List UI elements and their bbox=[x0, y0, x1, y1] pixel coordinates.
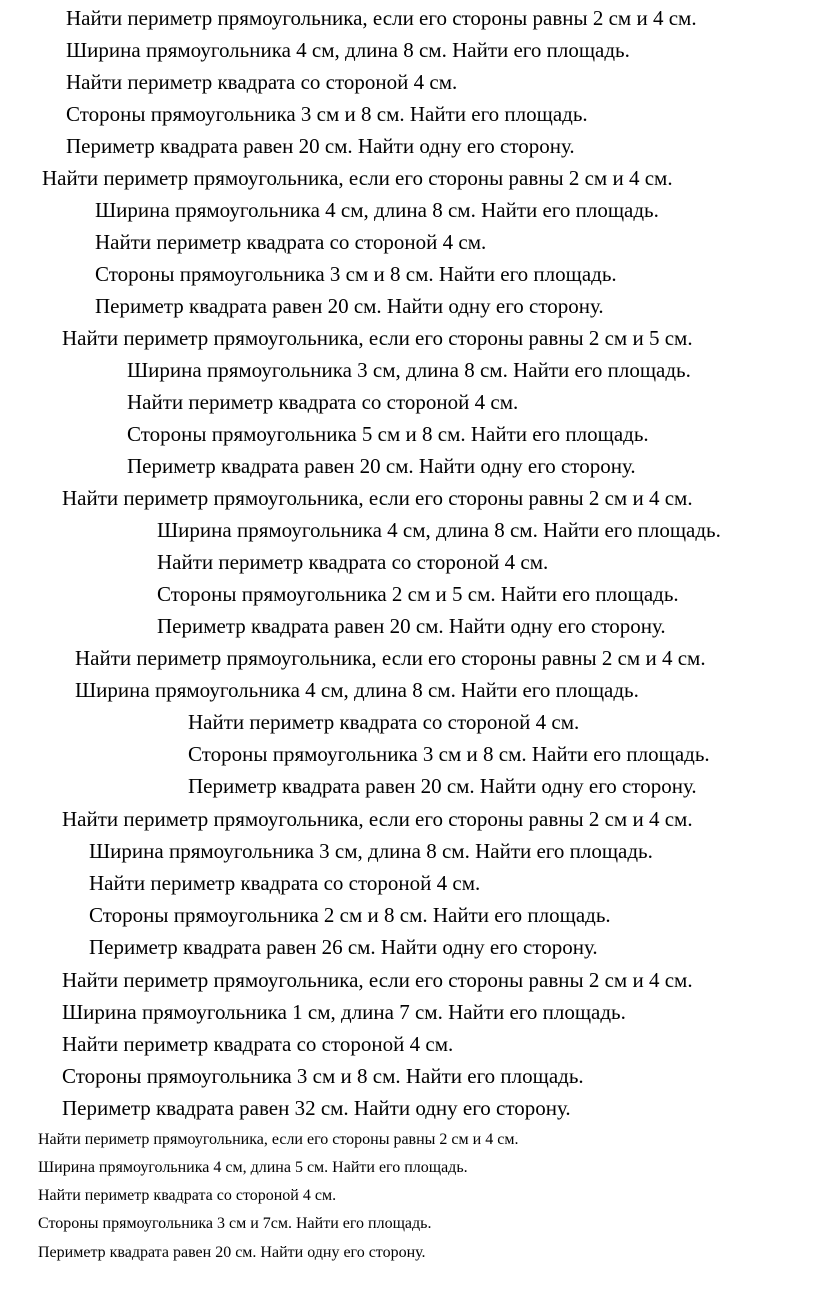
task-text: Стороны прямоугольника 3 см и 8 см. Найти его площадь. bbox=[95, 262, 617, 286]
task-text: Ширина прямоугольника 4 см, длина 8 см. Найти его площадь. bbox=[75, 678, 639, 702]
task-text: Найти периметр квадрата со стороной 4 см. bbox=[157, 550, 549, 574]
task-text: Стороны прямоугольника 5 см и 8 см. Найти его площадь. bbox=[127, 422, 649, 446]
task-text: Найти периметр прямоугольника, если его стороны равны 2 см и 4 см. bbox=[38, 1131, 519, 1148]
task-text: Периметр квадрата равен 20 см. Найти одну его сторону. bbox=[188, 774, 697, 798]
task-text: Периметр квадрата равен 32 см. Найти одну его сторону. bbox=[62, 1096, 571, 1120]
task-text: Периметр квадрата равен 20 см. Найти одну его сторону. bbox=[95, 294, 604, 318]
task-text: Ширина прямоугольника 4 см, длина 8 см. Найти его площадь. bbox=[66, 38, 630, 62]
task-text: Периметр квадрата равен 20 см. Найти одну его сторону. bbox=[157, 614, 666, 638]
task-text: Периметр квадрата равен 20 см. Найти одну его сторону. bbox=[38, 1244, 426, 1261]
task-text: Найти периметр прямоугольника, если его стороны равны 2 см и 5 см. bbox=[62, 326, 693, 350]
task-text: Ширина прямоугольника 1 см, длина 7 см. Найти его площадь. bbox=[62, 1000, 626, 1024]
task-text: Найти периметр квадрата со стороной 4 см. bbox=[89, 871, 481, 895]
task-text: Ширина прямоугольника 3 см, длина 8 см. Найти его площадь. bbox=[127, 358, 691, 382]
task-text: Стороны прямоугольника 3 см и 7см. Найти его площадь. bbox=[38, 1215, 432, 1232]
task-text: Ширина прямоугольника 3 см, длина 8 см. Найти его площадь. bbox=[89, 839, 653, 863]
task-text: Ширина прямоугольника 4 см, длина 5 см. Найти его площадь. bbox=[38, 1159, 468, 1176]
task-text: Стороны прямоугольника 2 см и 5 см. Найти его площадь. bbox=[157, 582, 679, 606]
task-text: Найти периметр прямоугольника, если его стороны равны 2 см и 4 см. bbox=[62, 807, 693, 831]
task-text: Найти периметр квадрата со стороной 4 см. bbox=[95, 230, 487, 254]
task-text: Ширина прямоугольника 4 см, длина 8 см. Найти его площадь. bbox=[95, 198, 659, 222]
task-text: Найти периметр квадрата со стороной 4 см. bbox=[66, 70, 458, 94]
task-text: Найти периметр прямоугольника, если его стороны равны 2 см и 4 см. bbox=[42, 166, 673, 190]
task-text: Найти периметр прямоугольника, если его стороны равны 2 см и 4 см. bbox=[75, 646, 706, 670]
task-text: Периметр квадрата равен 20 см. Найти одну его сторону. bbox=[127, 454, 636, 478]
task-text: Стороны прямоугольника 3 см и 8 см. Найти его площадь. bbox=[66, 102, 588, 126]
task-text: Стороны прямоугольника 3 см и 8 см. Найти его площадь. bbox=[62, 1064, 584, 1088]
task-text: Найти периметр квадрата со стороной 4 см. bbox=[127, 390, 519, 414]
task-text: Найти периметр квадрата со стороной 4 см. bbox=[62, 1032, 454, 1056]
task-text: Найти периметр квадрата со стороной 4 см. bbox=[188, 710, 580, 734]
task-text: Найти периметр прямоугольника, если его стороны равны 2 см и 4 см. bbox=[62, 968, 693, 992]
task-text: Периметр квадрата равен 26 см. Найти одну его сторону. bbox=[89, 935, 598, 959]
task-text: Периметр квадрата равен 20 см. Найти одну его сторону. bbox=[66, 134, 575, 158]
task-text: Стороны прямоугольника 2 см и 8 см. Найти его площадь. bbox=[89, 903, 611, 927]
task-text: Найти периметр квадрата со стороной 4 см. bbox=[38, 1187, 337, 1204]
task-text: Найти периметр прямоугольника, если его стороны равны 2 см и 4 см. bbox=[62, 486, 693, 510]
task-text: Ширина прямоугольника 4 см, длина 8 см. Найти его площадь. bbox=[157, 518, 721, 542]
task-text: Найти периметр прямоугольника, если его стороны равны 2 см и 4 см. bbox=[66, 6, 697, 30]
task-text: Стороны прямоугольника 3 см и 8 см. Найти его площадь. bbox=[188, 742, 710, 766]
